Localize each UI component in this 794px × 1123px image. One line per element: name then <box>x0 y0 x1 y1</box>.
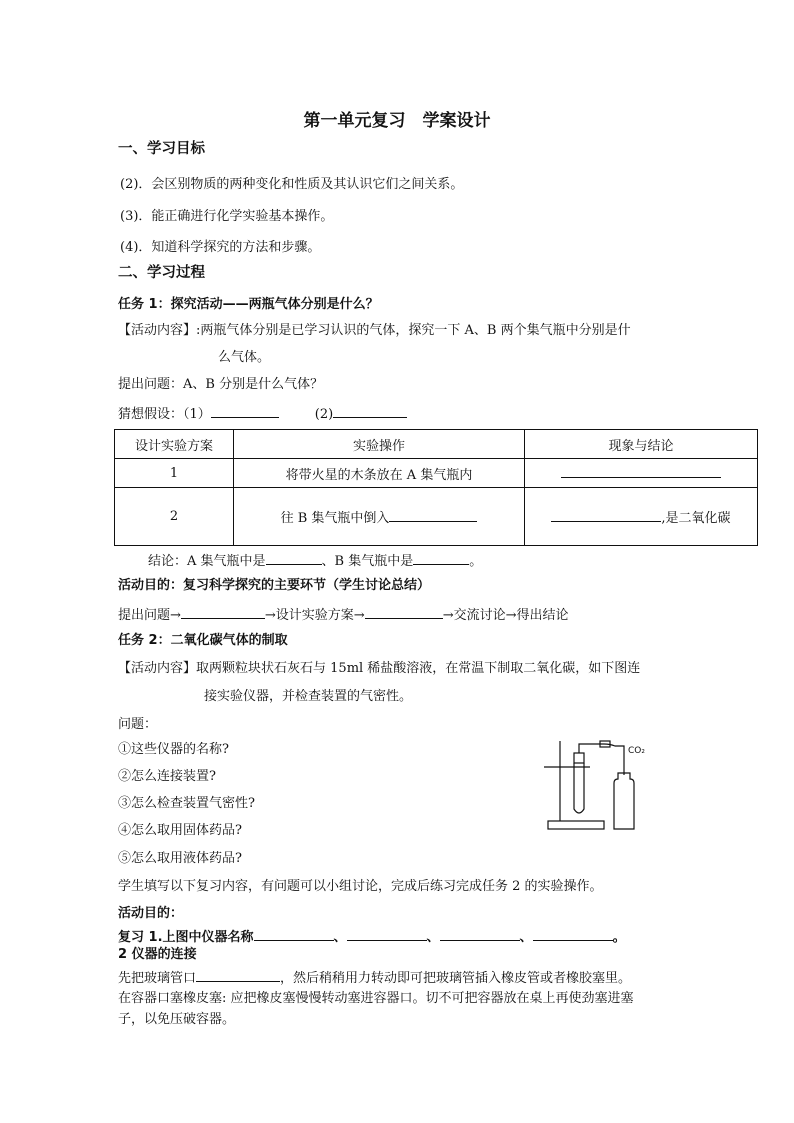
hypothesis-blank-1[interactable] <box>211 404 279 418</box>
table-cell-no: 1 <box>115 459 234 488</box>
stopper <box>574 753 584 763</box>
task2-heading: 任务 2：二氧化碳气体的制取 <box>118 633 288 648</box>
operation-blank[interactable] <box>389 508 477 522</box>
purpose1-steps <box>118 605 569 624</box>
experiment-table <box>114 429 758 546</box>
table-cell-no: 2 <box>115 488 234 546</box>
result-blank[interactable] <box>551 508 661 522</box>
task1-hypothesis <box>118 404 407 423</box>
step-text: →交流讨论→得出结论 <box>442 608 569 623</box>
instrument-blank-3[interactable] <box>440 927 520 941</box>
step-blank-2[interactable] <box>365 605 443 619</box>
conclusion-b: 、B 集气瓶中是 <box>321 554 414 569</box>
section-heading-process: 二、学习过程 <box>118 265 205 281</box>
section-heading-goals: 一、学习目标 <box>118 141 205 157</box>
goal-item: (4)．知道科学探究的方法和步骤。 <box>120 240 321 255</box>
task1-conclusion <box>148 551 482 570</box>
task1-heading: 任务 1：探究活动——两瓶气体分别是什么？ <box>118 297 379 312</box>
table-cell-result <box>525 488 758 546</box>
instrument-blank-1[interactable] <box>254 927 334 941</box>
table-cell-operation <box>234 488 525 546</box>
hypothesis-label-2: (2) <box>314 407 334 422</box>
connection-heading: 2 仪器的连接 <box>118 947 197 962</box>
stand-base <box>548 821 604 829</box>
task2-note: 学生填写以下复习内容，有问题可以小组讨论，完成后练习完成任务 2 的实验操作。 <box>118 879 603 894</box>
page-title: 第一单元复习 学案设计 <box>303 111 491 131</box>
operation-text: 往 B 集气瓶中倒入 <box>280 511 390 526</box>
sep: 、 <box>333 930 347 945</box>
task2-question: ②怎么连接装置? <box>118 769 216 784</box>
task2-question: ④怎么取用固体药品? <box>118 823 242 838</box>
result-blank[interactable] <box>561 464 721 478</box>
task2-question: ①这些仪器的名称? <box>118 742 229 757</box>
task2-activity-cont: 接实验仪器，并检查装置的气密性。 <box>204 689 413 704</box>
task2-questions-label: 问题： <box>118 717 158 732</box>
conclusion-end: 。 <box>469 554 483 569</box>
conclusion-a: 结论：A 集气瓶中是 <box>148 554 266 569</box>
test-tube <box>574 763 584 813</box>
instrument-blank-4[interactable] <box>533 927 613 941</box>
table-header-row <box>115 430 758 459</box>
table-row <box>115 459 758 488</box>
goal-item: (2)．会区别物质的两种变化和性质及其认识它们之间关系。 <box>120 177 464 192</box>
activity-label: 【活动内容】: <box>118 323 201 338</box>
purpose1-heading: 活动目的：复习科学探究的主要环节（学生讨论总结） <box>118 578 431 593</box>
activity-label: 【活动内容】 <box>118 661 197 676</box>
conn-text: 先把玻璃管口 <box>118 971 197 986</box>
sep: 、 <box>519 930 533 945</box>
task2-question: ⑤怎么取用液体药品? <box>118 851 242 866</box>
activity-text: 两瓶气体分别是已学习认识的气体，探究一下 A、B 两个集气瓶中分别是什 <box>200 323 631 338</box>
purpose2-heading: 活动目的： <box>118 906 184 921</box>
table-header: 实验操作 <box>234 430 525 459</box>
step-text: 提出问题→ <box>118 608 181 623</box>
goal-item: (3)．能正确进行化学实验基本操作。 <box>120 209 334 224</box>
conclusion-blank-a[interactable] <box>266 551 322 565</box>
table-cell-result <box>525 459 758 488</box>
task1-activity <box>118 322 631 339</box>
co2-label: CO₂ <box>628 746 645 756</box>
table-header: 现象与结论 <box>525 430 758 459</box>
result-text: ,是二氧化碳 <box>661 511 731 526</box>
table-header: 设计实验方案 <box>115 430 234 459</box>
task1-activity-cont: 么气体。 <box>218 350 271 365</box>
conn-text: ，然后稍稍用力转动即可把玻璃管插入橡皮管或者橡胶塞里。 <box>280 971 632 986</box>
delivery-tube <box>579 744 624 775</box>
task2-activity <box>118 660 640 677</box>
task1-question: 提出问题：A、B 分别是什么气体？ <box>118 377 324 392</box>
gas-collecting-bottle <box>614 773 634 829</box>
table-cell-operation: 将带火星的木条放在 A 集气瓶内 <box>234 459 525 488</box>
hypothesis-label: 猜想假设：（1） <box>118 407 211 422</box>
review1-label: 复习 1.上图中仪器名称 <box>118 930 254 945</box>
conclusion-blank-b[interactable] <box>413 551 469 565</box>
activity-text: 取两颗粒块状石灰石与 15ml 稀盐酸溶液，在常温下制取二氧化碳，如下图连 <box>196 661 641 676</box>
connection-text: 在容器口塞橡皮塞: 应把橡皮塞慢慢转动塞进容器口。切不可把容器放在桌上再使劲塞进塞 <box>118 991 634 1006</box>
task2-question: ③怎么检查装置气密性? <box>118 796 255 811</box>
step-text: →设计实验方案→ <box>264 608 365 623</box>
sep: 、 <box>426 930 440 945</box>
review1 <box>118 927 626 946</box>
conn-blank[interactable] <box>196 968 280 982</box>
instrument-blank-2[interactable] <box>347 927 427 941</box>
end: 。 <box>612 930 626 945</box>
step-blank-1[interactable] <box>181 605 265 619</box>
co2-apparatus-figure <box>540 735 660 835</box>
connection-text: 子，以免压破容器。 <box>118 1012 236 1027</box>
table-row <box>115 488 758 546</box>
connection-text <box>118 968 631 987</box>
hypothesis-blank-2[interactable] <box>333 404 407 418</box>
